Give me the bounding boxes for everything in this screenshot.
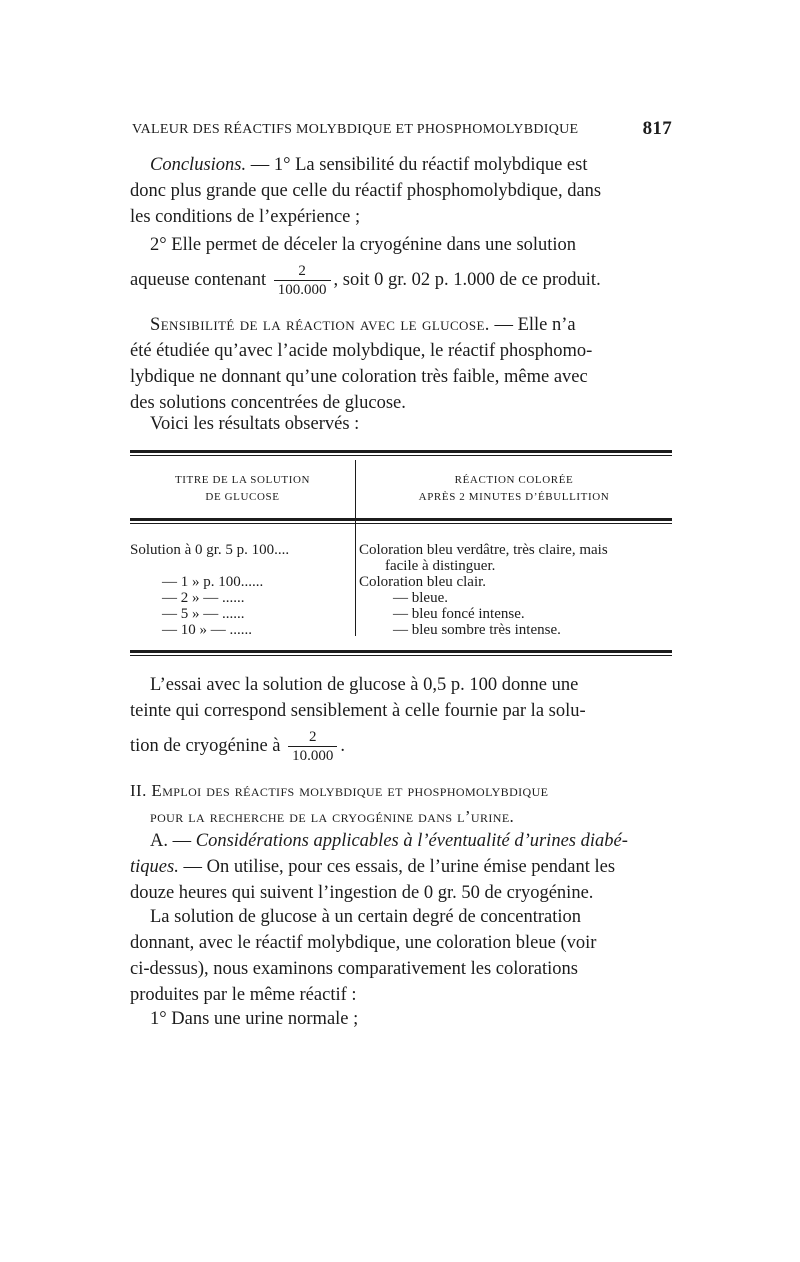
paragraph-glucose-comparison: L’essai avec la solution de glucose à 0,5 p. 100 donne une teinte qui correspond sensiblement à celle fournie par la solu- tion de cryogénine à $\frac{2}{10.000}$ . (130, 675, 586, 764)
paragraph-results-intro: Voici les résultats observés : (150, 414, 360, 434)
table-row-1-concentration: Solution à 0 gr. 5 p. 100.... (130, 542, 290, 558)
table-row-3-reaction: — bleue. (393, 590, 448, 606)
paragraph-sensitivity-limit: 2° Elle permet de déceler la cryogénine dans une solution aqueuse contenant $\frac{2}{100.000}$ , soit 0 gr. 02 p. 1.000 de ce produit. (130, 235, 601, 298)
table-row-3-concentration: — 2 » — ...... (162, 590, 245, 606)
paragraph-diabetic-urine: A. — Considérations applicables à l’éventualité d’urines diabé- tiques. — On utilise, pour ces essais, de l’urine émise pendant les douze heures qui suivent l’ingestion de 0 gr. 50 de cryogénine. (130, 831, 628, 903)
table-row-1-reaction-cont: facile à distinguer. (385, 558, 496, 574)
section-heading-ii: II. Emploi des réactifs molybdique et phosphomolybdique pour la recherche de la cryogénine dans l’urine. (130, 781, 549, 826)
table-header-reaction: RÉACTION COLORÉE APRÈS 2 MINUTES D’ÉBULLITION (418, 474, 610, 503)
table-header-solution: TITRE DE LA SOLUTION DE GLUCOSE (174, 474, 311, 503)
fraction-2-100000: $\frac{2}{100.000}$ (274, 262, 331, 299)
conclusions-heading: Conclusions. (150, 155, 247, 175)
paragraph-conclusions: Conclusions. — 1° La sensibilité du réactif molybdique est donc plus grande que celle du réactif phosphomolybdique, dans les conditions de l’expérience ; (130, 155, 602, 227)
table-row-4-reaction: — bleu foncé intense. (393, 606, 525, 622)
table-top-rule (130, 450, 672, 453)
table-bottom-rule (130, 650, 672, 653)
paragraph-normal-urine: 1° Dans une urine normale ; (150, 1009, 359, 1029)
table-header-rule (130, 518, 672, 521)
table-row-5-concentration: — 10 » — ...... (162, 622, 252, 638)
table-row-4-concentration: — 5 » — ...... (162, 606, 245, 622)
paragraph-glucose-reaction: Sensibilité de la réaction avec le glucose. — Elle n’a été étudiée qu’avec l’acide molybdique, le réactif phosphomo- lybdique ne donnant qu’une coloration très faible, même avec des solutions concentrées de glucose. (130, 315, 593, 413)
glucose-results-table (130, 450, 672, 662)
glucose-section-heading: Sensibilité de la réaction avec le glucose. (150, 315, 490, 335)
table-row-2-concentration: — 1 » p. 100...... (162, 574, 264, 590)
table-row-1-reaction: Coloration bleu verdâtre, très claire, mais (359, 542, 608, 558)
table-row-2-reaction: Coloration bleu clair. (359, 574, 487, 590)
paragraph-method: La solution de glucose à un certain degré de concentration donnant, avec le réactif molybdique, une coloration bleue (voir ci-dessus), nous examinons comparativement les colorations produites par le même réactif : (130, 907, 597, 1005)
table-row-5-reaction: — bleu sombre très intense. (393, 622, 561, 638)
fraction-2-10000: $\frac{2}{10.000}$ (288, 728, 337, 765)
running-head: VALEUR DES RÉACTIFS MOLYBDIQUE ET PHOSPHOMOLYBDIQUE (132, 122, 579, 137)
page-number: 817 (642, 118, 672, 139)
